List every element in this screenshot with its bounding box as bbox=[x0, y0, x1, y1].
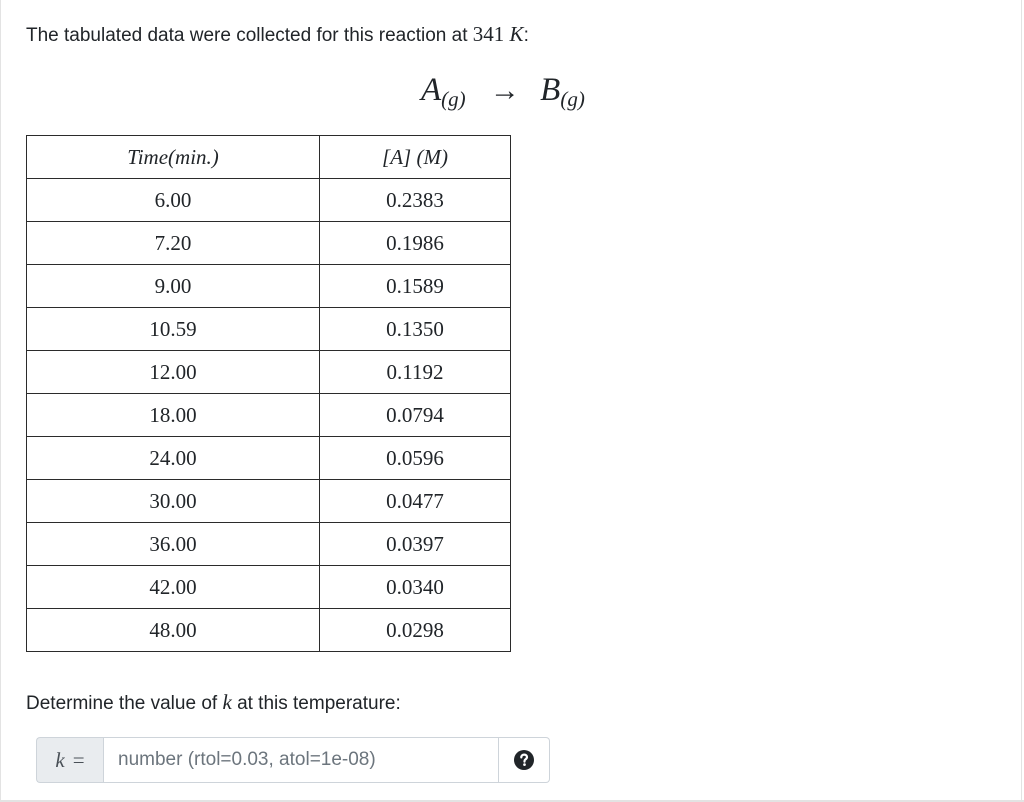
intro-colon: : bbox=[523, 25, 529, 46]
intro-sentence: The tabulated data were collected for this reaction at bbox=[26, 25, 468, 46]
help-button[interactable] bbox=[499, 737, 550, 783]
table-row bbox=[27, 222, 511, 265]
card-border-right bbox=[1021, 0, 1022, 802]
concentration-cell: 0.0794 bbox=[320, 394, 511, 437]
time-cell: 42.00 bbox=[27, 566, 320, 609]
question-circle-icon bbox=[514, 750, 534, 770]
concentration-cell: 0.1350 bbox=[320, 308, 511, 351]
time-cell: 24.00 bbox=[27, 437, 320, 480]
table-row bbox=[27, 437, 511, 480]
concentration-cell: 0.0340 bbox=[320, 566, 511, 609]
time-cell: 12.00 bbox=[27, 351, 320, 394]
concentration-cell: 0.0477 bbox=[320, 480, 511, 523]
answer-label-equals: = bbox=[72, 747, 85, 772]
table-row bbox=[27, 265, 511, 308]
time-cell: 7.20 bbox=[27, 222, 320, 265]
time-cell: 6.00 bbox=[27, 179, 320, 222]
table-row bbox=[27, 609, 511, 652]
reactant-state: (g) bbox=[441, 87, 466, 111]
concentration-cell: 0.1192 bbox=[320, 351, 511, 394]
time-cell: 10.59 bbox=[27, 308, 320, 351]
card-border-left bbox=[0, 0, 1, 802]
product-symbol: B bbox=[540, 72, 561, 108]
prompt-after: at this temperature: bbox=[237, 693, 401, 714]
table-row bbox=[27, 351, 511, 394]
concentration-cell: 0.0596 bbox=[320, 437, 511, 480]
table-header-row bbox=[27, 136, 511, 179]
time-cell: 36.00 bbox=[27, 523, 320, 566]
table-row bbox=[27, 394, 511, 437]
table-row bbox=[27, 566, 511, 609]
prompt-variable: k bbox=[222, 690, 232, 714]
product-state: (g) bbox=[560, 87, 585, 111]
answer-input[interactable] bbox=[103, 737, 499, 783]
time-cell: 48.00 bbox=[27, 609, 320, 652]
time-column-header: Time(min.) bbox=[27, 136, 320, 179]
concentration-cell: 0.1986 bbox=[320, 222, 511, 265]
concentration-table bbox=[26, 135, 511, 652]
table-row bbox=[27, 179, 511, 222]
temperature-value: 341 bbox=[472, 22, 505, 46]
time-cell: 30.00 bbox=[27, 480, 320, 523]
question-prompt bbox=[26, 690, 401, 716]
table-row bbox=[27, 480, 511, 523]
table-row bbox=[27, 308, 511, 351]
concentration-cell: 0.0298 bbox=[320, 609, 511, 652]
concentration-column-header: [A] (M) bbox=[320, 136, 511, 179]
concentration-cell: 0.0397 bbox=[320, 523, 511, 566]
intro-text bbox=[26, 22, 529, 48]
table-row bbox=[27, 523, 511, 566]
concentration-cell: 0.2383 bbox=[320, 179, 511, 222]
reaction-equation bbox=[421, 70, 585, 119]
answer-label-variable: k bbox=[55, 747, 65, 772]
reactant-symbol: A bbox=[421, 72, 442, 108]
time-cell: 18.00 bbox=[27, 394, 320, 437]
reaction-arrow-icon: → bbox=[489, 74, 520, 107]
temperature-unit: K bbox=[509, 22, 524, 46]
prompt-before: Determine the value of bbox=[26, 693, 218, 714]
time-cell: 9.00 bbox=[27, 265, 320, 308]
answer-input-group bbox=[36, 737, 550, 783]
concentration-cell: 0.1589 bbox=[320, 265, 511, 308]
answer-label bbox=[36, 737, 103, 783]
